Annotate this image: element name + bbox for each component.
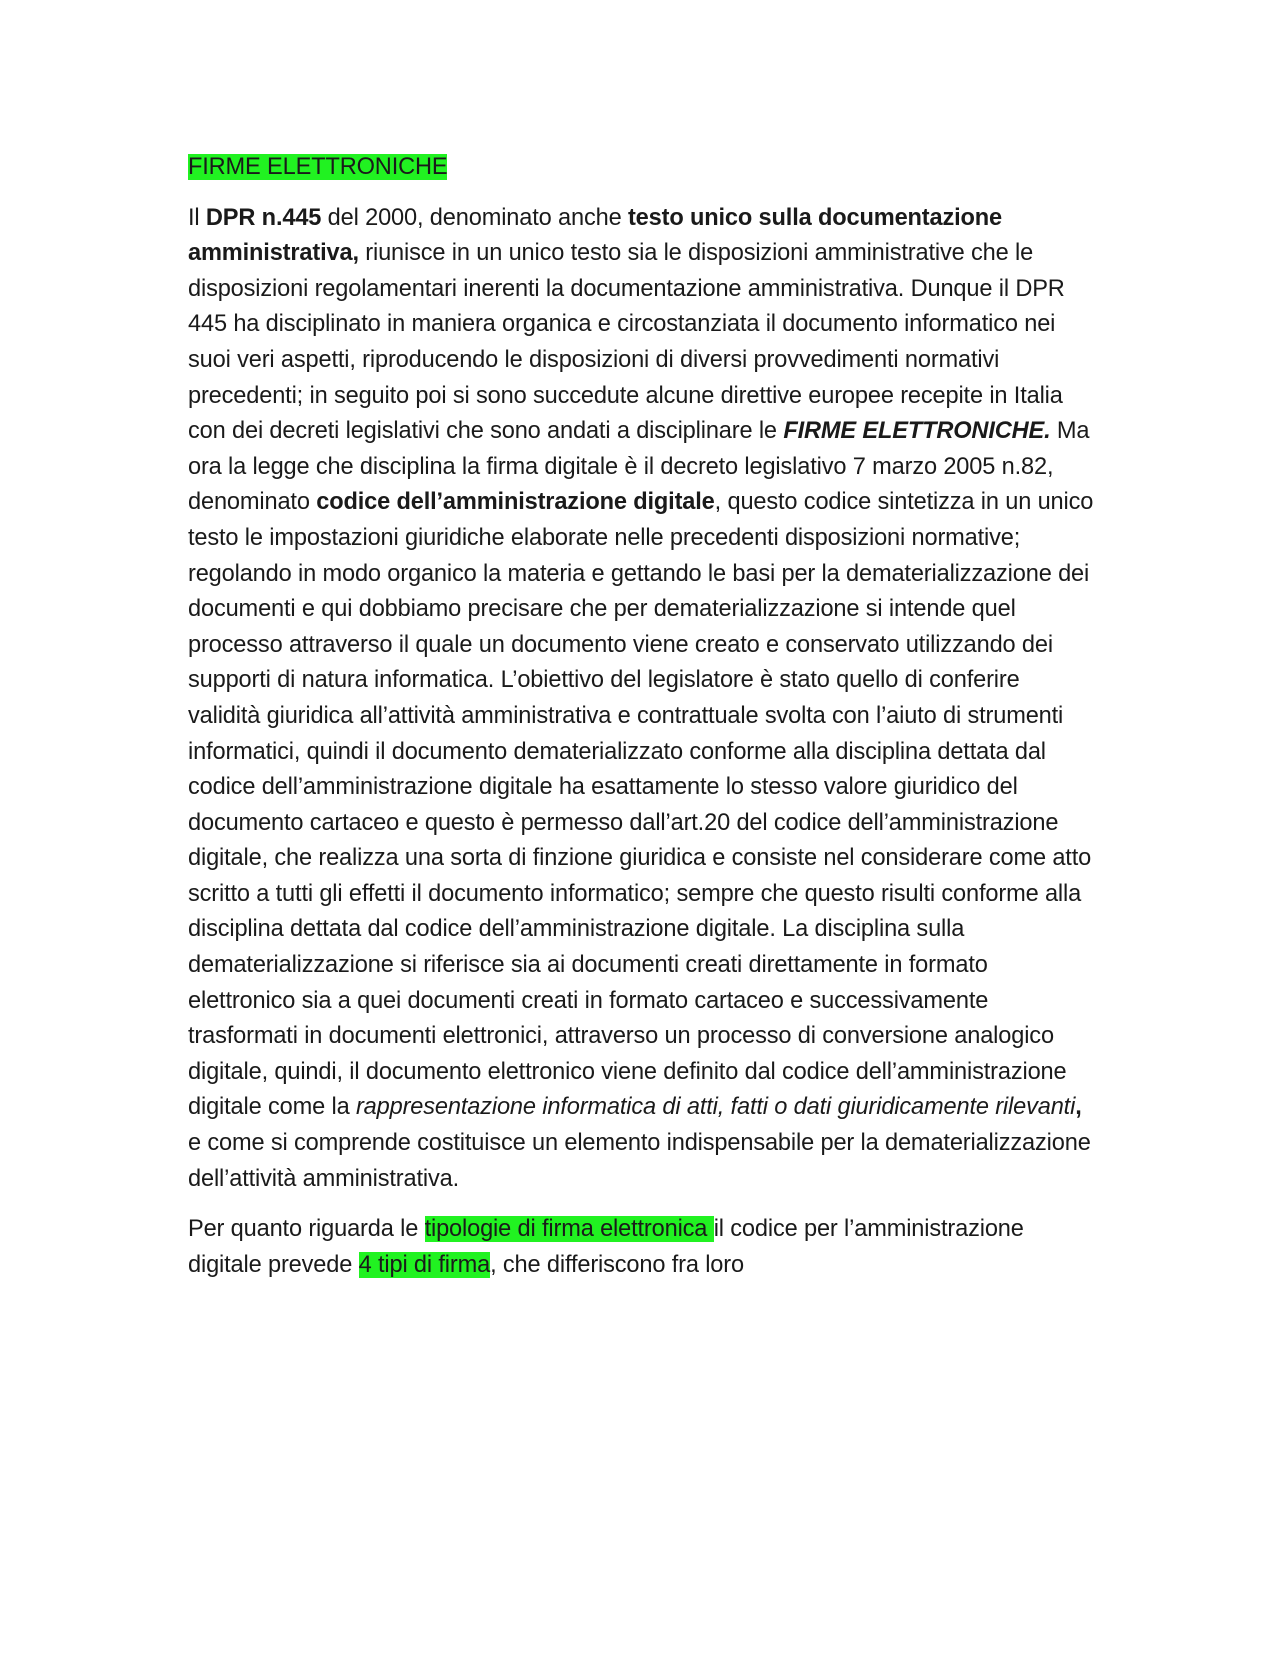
bold-italic-firme [783, 418, 1050, 444]
italic-definition: rappresentazione informatica di atti, fatti o dati giuridicamente rilevanti [355, 1094, 1076, 1121]
text-run: il codice per l’amministrazione digitale prevede [188, 1216, 1024, 1278]
text-run: , questo codice sintetizza in un unico testo le impostazioni giuridiche elaborate nelle precedenti disposizioni normative; regolando in modo organico la materia e gettando le basi per la dematerializzazione dei documenti e qui dobbiamo precisare che per dematerializzazione si intende quel processo attraverso il quale un documento viene creato e conservato utilizzando dei supporti di natura informatica. L’obiettivo del legislatore è stato quello di conferire validità giuridica all’attività amministrativa e contrattuale svolta con l’aiuto di strumenti informatici, quindi il documento dematerializzato conforme alla disciplina dettata dal codice dell’amministrazione digitale ha esattamente lo stesso valore giuridico del documento cartaceo e questo è permesso dall’art.20 del codice dell’amministrazione digitale, che realizza una sorta di finzione giuridica e consiste nel considerare come atto scritto a tutti gli effetti il documento informatico; sempre che questo risulti conforme alla disciplina dettata dal codice dell’amministrazione digitale. La disciplina sulla dematerializzazione si riferisce sia ai documenti creati direttamente in formato elettronico sia a quei documenti creati in formato cartaceo e successivamente trasformati in documenti elettronici, attraverso un processo di conversione analogico digitale, quindi, il documento elettronico viene definito dal codice dell’amministrazione digitale come la [188, 489, 1094, 1121]
heading-highlight: FIRME ELETTRONICHE [188, 154, 448, 180]
highlight-4-tipi: 4 tipi di firma [358, 1251, 491, 1278]
text-run: Per quanto riguarda le [188, 1216, 425, 1243]
text-run: , che differiscono fra loro [490, 1251, 744, 1278]
text-run: Il [188, 204, 206, 231]
bold-text-dpr: DPR n.445 [205, 204, 322, 231]
highlight-tipologie: tipologie di firma elettronica [424, 1216, 714, 1243]
section-heading [188, 150, 1094, 186]
bold-italic-firme-text: FIRME ELETTRONICHE. [783, 418, 1051, 445]
text-run: e come si comprende costituisce un elemento indispensabile per la dematerializzazione dell’attività amministrativa. [188, 1130, 1091, 1192]
text-run: del 2000, denominato anche [321, 204, 628, 231]
document-body [188, 150, 1094, 1298]
text-run: Ma ora la legge che disciplina la firma digitale è il decreto legislativo 7 marzo 2005 n.82, denominato [188, 418, 1090, 516]
bold-comma: , [1075, 1094, 1082, 1121]
bold-text-testo-unico: testo unico sulla documentazione amministrativa, [188, 204, 1003, 267]
text-run: riunisce in un unico testo sia le disposizioni amministrative che le disposizioni regolamentari inerenti la documentazione amministrativa. Dunque il DPR 445 ha disciplinato in maniera organica e circostanziata il documento informatico nei suoi veri aspetti, riproducendo le disposizioni di diversi provvedimenti normativi precedenti; in seguito poi si sono succedute alcune direttive europee recepite in Italia con dei decreti legislativi che sono andati a disciplinare le [188, 240, 1065, 445]
paragraph-intro [188, 201, 1094, 1198]
paragraph-tipologie [188, 1212, 1094, 1283]
bold-text-codice: codice dell’amministrazione digitale [316, 489, 715, 516]
